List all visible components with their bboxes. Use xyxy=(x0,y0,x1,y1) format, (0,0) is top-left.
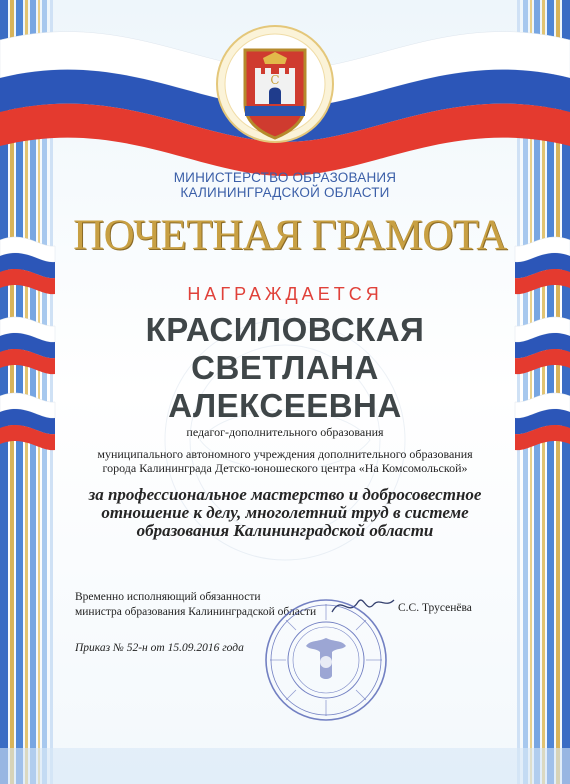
recipient-first-name: СВЕТЛАНА xyxy=(191,349,379,386)
awarded-label: НАГРАЖДАЕТСЯ xyxy=(187,284,383,304)
signatory-name: С.С. Трусенёва xyxy=(398,602,472,614)
kaliningrad-coat-of-arms-icon xyxy=(215,22,335,152)
ministry-line-1: МИНИСТЕРСТВО ОБРАЗОВАНИЯ xyxy=(173,170,397,185)
ministry-name xyxy=(130,170,440,200)
award-reason: за профессиональное мастерство и добросовестное отношение к делу, многолетний труд в системе образования Калининградской области xyxy=(88,485,482,540)
signatory-role-line-2: министра образования Калининградской области xyxy=(75,606,317,618)
recipient-surname: КРАСИЛОВСКАЯ xyxy=(145,311,425,348)
official-seal-stamp-icon xyxy=(262,596,390,724)
recipient-patronymic: АЛЕКСЕЕВНА xyxy=(168,387,402,424)
certificate-title: ПОЧЕТНАЯ ГРАМОТА xyxy=(73,212,507,259)
signatory-role-line-1: Временно исполняющий обязанности xyxy=(75,591,261,603)
organization-line-2: города Калининграда Детско-юношеского центра «На Комсомольской» xyxy=(102,461,468,475)
recipient-organization xyxy=(70,447,500,475)
recipient-position: педагог-дополнительного образования xyxy=(186,425,384,439)
ministry-line-2: КАЛИНИНГРАДСКОЙ ОБЛАСТИ xyxy=(180,185,390,200)
svg-text:С: С xyxy=(270,73,280,87)
organization-line-1: муниципального автономного учреждения дополнительного образования xyxy=(97,447,473,461)
order-reference: Приказ № 52-н от 15.09.2016 года xyxy=(75,642,244,654)
